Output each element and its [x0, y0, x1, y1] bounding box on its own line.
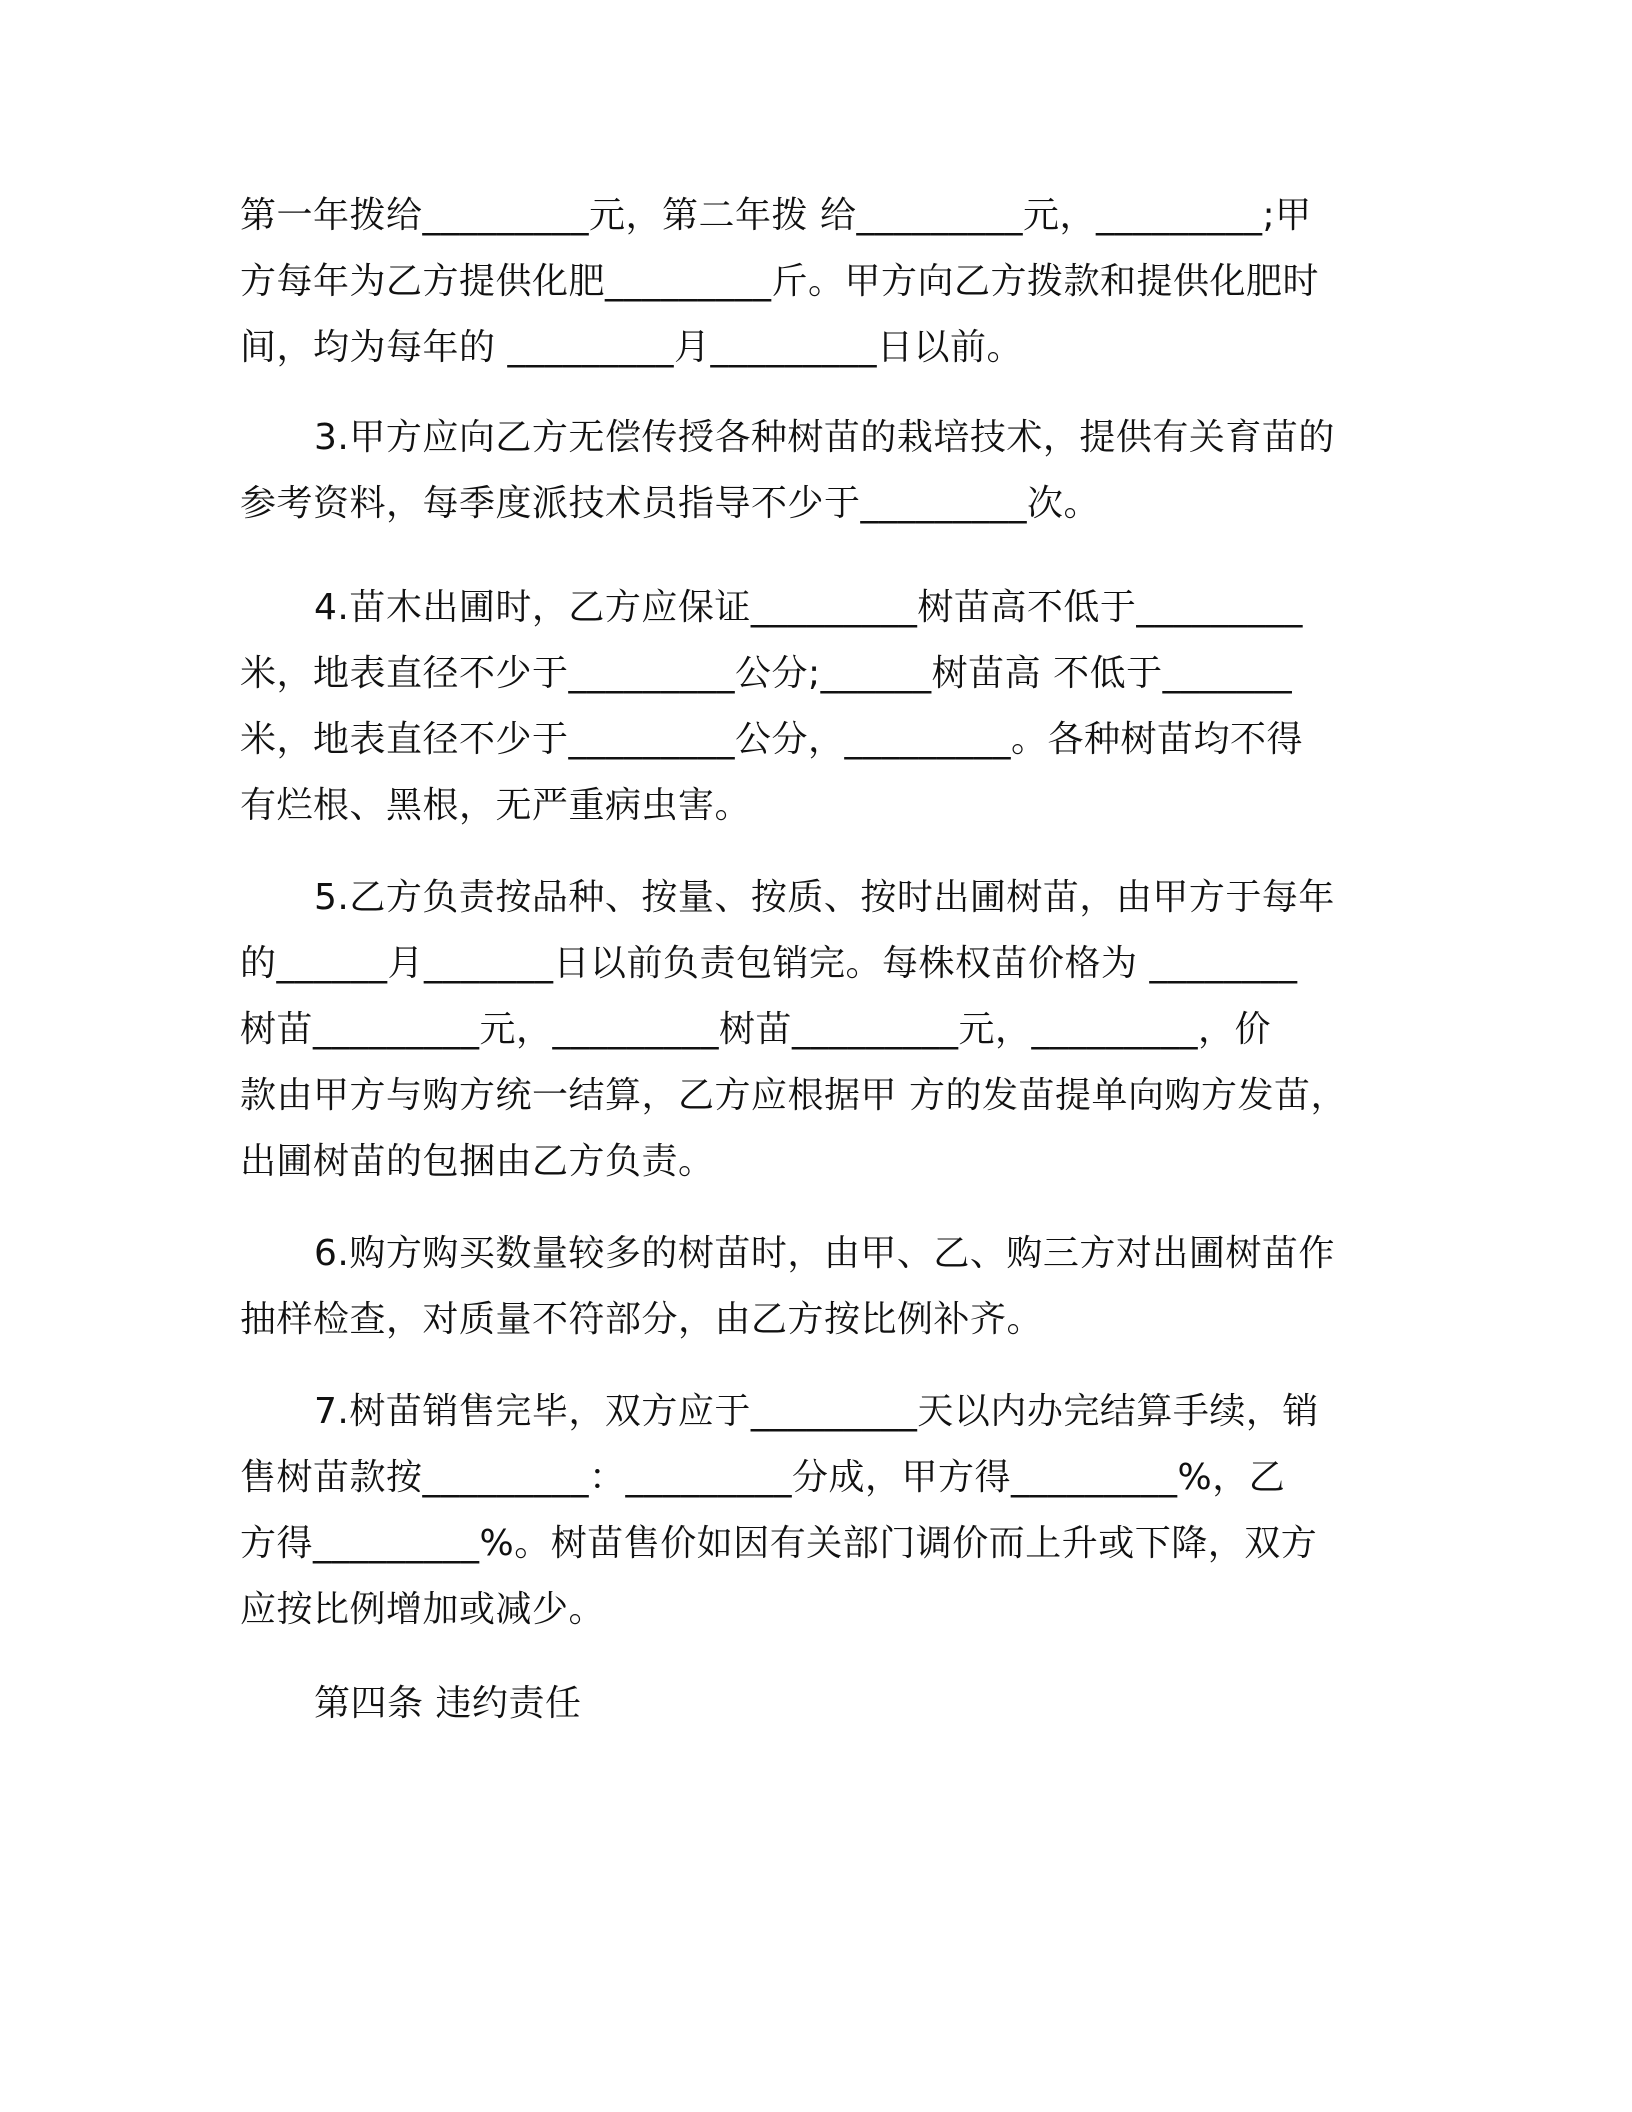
text-line: 方每年为乙方提供化肥_________斤。甲方向乙方拨款和提供化肥时 [240, 261, 1320, 302]
clause-5-line: 5.乙方负责按品种、按量、按质、按时出圃树苗，由甲方于每年 [314, 877, 1335, 918]
text-line: 参考资料，每季度派技术员指导不少于_________次。 [240, 483, 1101, 524]
text-line: 有烂根、黑根，无严重病虫害。 [240, 785, 752, 826]
clause-6-line: 6.购方购买数量较多的树苗时，由甲、乙、购三方对出圃树苗作 [314, 1233, 1335, 1274]
text-line: 款由甲方与购方统一结算，乙方应根据甲 方的发苗提单向购方发苗， [240, 1075, 1347, 1116]
text-line: 树苗_________元，_________树苗_________元，_________，价 [240, 1009, 1272, 1050]
text-line: 的______月_______日以前负责包销完。每株权苗价格为 ________ [240, 943, 1298, 984]
text-line: 第一年拨给_________元，第二年拨 给_________元，_________;甲 [240, 195, 1312, 236]
text-line: 出圃树苗的包捆由乙方负责。 [240, 1141, 715, 1182]
text-line: 售树苗款按_________：_________分成，甲方得_________%，乙 [240, 1457, 1286, 1498]
section-heading: 第四条 违约责任 [314, 1683, 582, 1724]
clause-3-line: 3.甲方应向乙方无偿传授各种树苗的栽培技术，提供有关育苗的 [314, 417, 1335, 458]
text-line: 抽样检查，对质量不符部分，由乙方按比例补齐。 [240, 1299, 1044, 1340]
clause-7-line: 7.树苗销售完毕，双方应于_________天以内办完结算手续，销 [314, 1391, 1319, 1432]
text-line: 应按比例增加或减少。 [240, 1589, 606, 1630]
text-line: 方得_________%。树苗售价如因有关部门调价而上升或下降，双方 [240, 1523, 1318, 1564]
text-line: 间，均为每年的 _________月_________日以前。 [240, 327, 1023, 368]
text-line: 米，地表直径不少于_________公分;______树苗高 不低于_______ [240, 653, 1293, 694]
text-line: 米，地表直径不少于_________公分，_________。各种树苗均不得 [240, 719, 1304, 760]
clause-4-line: 4.苗木出圃时，乙方应保证_________树苗高不低于_________ [314, 587, 1303, 628]
